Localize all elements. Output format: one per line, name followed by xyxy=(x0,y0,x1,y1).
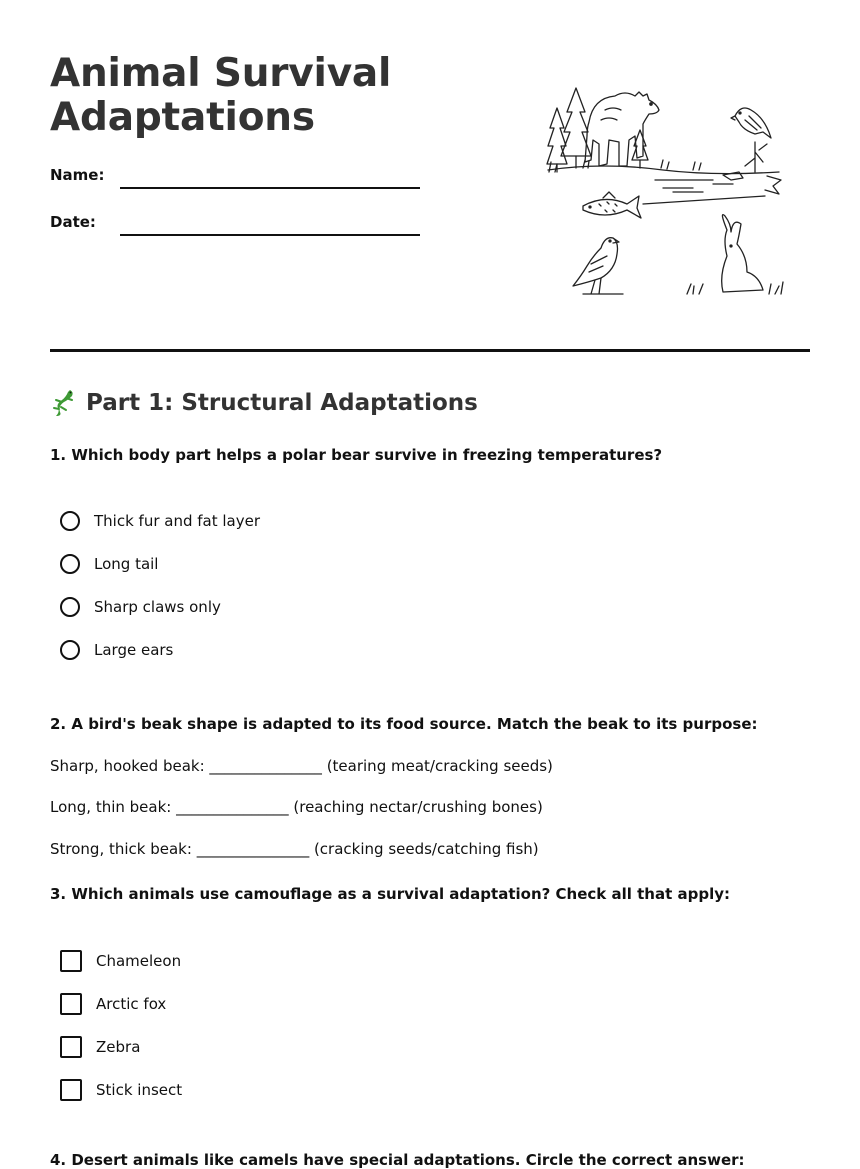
q1-option-1[interactable] xyxy=(60,511,260,531)
title-line-1: Animal Survival xyxy=(50,51,392,96)
option-label: Chameleon xyxy=(96,952,182,970)
ground-and-river xyxy=(548,160,781,204)
animal-habitat-illustration xyxy=(543,80,788,302)
title-line-2: Adaptations xyxy=(50,95,315,140)
radio-button[interactable] xyxy=(60,511,80,531)
question-1: 1. Which body part helps a polar bear survive in freezing temperatures? xyxy=(50,446,663,464)
header-divider xyxy=(50,349,810,352)
rabbit-icon xyxy=(687,215,783,294)
q3-option-4[interactable] xyxy=(60,1079,182,1101)
radio-button[interactable] xyxy=(60,554,80,574)
q3-option-1[interactable] xyxy=(60,950,181,972)
option-label: Zebra xyxy=(96,1038,141,1056)
option-label: Sharp claws only xyxy=(94,598,221,616)
name-label: Name: xyxy=(50,166,105,184)
option-label: Arctic fox xyxy=(96,995,167,1013)
option-label: Stick insect xyxy=(96,1081,183,1099)
q2-match-1[interactable]: Sharp, hooked beak: _______________ (tearing meat/cracking seeds) xyxy=(50,757,553,775)
checkbox[interactable] xyxy=(60,1036,82,1058)
hawk-icon xyxy=(731,108,771,172)
fish-icon xyxy=(583,192,641,218)
date-label: Date: xyxy=(50,213,96,231)
q2-match-3[interactable]: Strong, thick beak: _______________ (cracking seeds/catching fish) xyxy=(50,840,539,858)
radio-button[interactable] xyxy=(60,597,80,617)
checkbox[interactable] xyxy=(60,1079,82,1101)
q3-option-2[interactable] xyxy=(60,993,166,1015)
option-label: Thick fur and fat layer xyxy=(94,512,261,530)
pine-tree-icon xyxy=(547,88,648,172)
part-1-heading xyxy=(50,388,478,418)
worksheet-title xyxy=(50,52,391,140)
name-field[interactable] xyxy=(120,187,420,189)
date-field[interactable] xyxy=(120,234,420,236)
question-3: 3. Which animals use camouflage as a survival adaptation? Check all that apply: xyxy=(50,885,730,903)
q3-option-3[interactable] xyxy=(60,1036,140,1058)
option-label: Large ears xyxy=(94,641,174,659)
question-4: 4. Desert animals like camels have special adaptations. Circle the correct answer: xyxy=(50,1151,745,1169)
songbird-icon xyxy=(573,238,623,294)
part-1-title: Part 1: Structural Adaptations xyxy=(86,390,478,416)
q1-option-4[interactable] xyxy=(60,640,173,660)
question-2: 2. A bird's beak shape is adapted to its food source. Match the beak to its purpose: xyxy=(50,715,758,733)
q1-option-2[interactable] xyxy=(60,554,158,574)
bear-icon xyxy=(585,92,659,166)
q2-match-2[interactable]: Long, thin beak: _______________ (reaching nectar/crushing bones) xyxy=(50,798,543,816)
q1-option-3[interactable] xyxy=(60,597,221,617)
option-label: Long tail xyxy=(94,555,159,573)
radio-button[interactable] xyxy=(60,640,80,660)
lizard-icon xyxy=(50,388,78,418)
checkbox[interactable] xyxy=(60,950,82,972)
checkbox[interactable] xyxy=(60,993,82,1015)
